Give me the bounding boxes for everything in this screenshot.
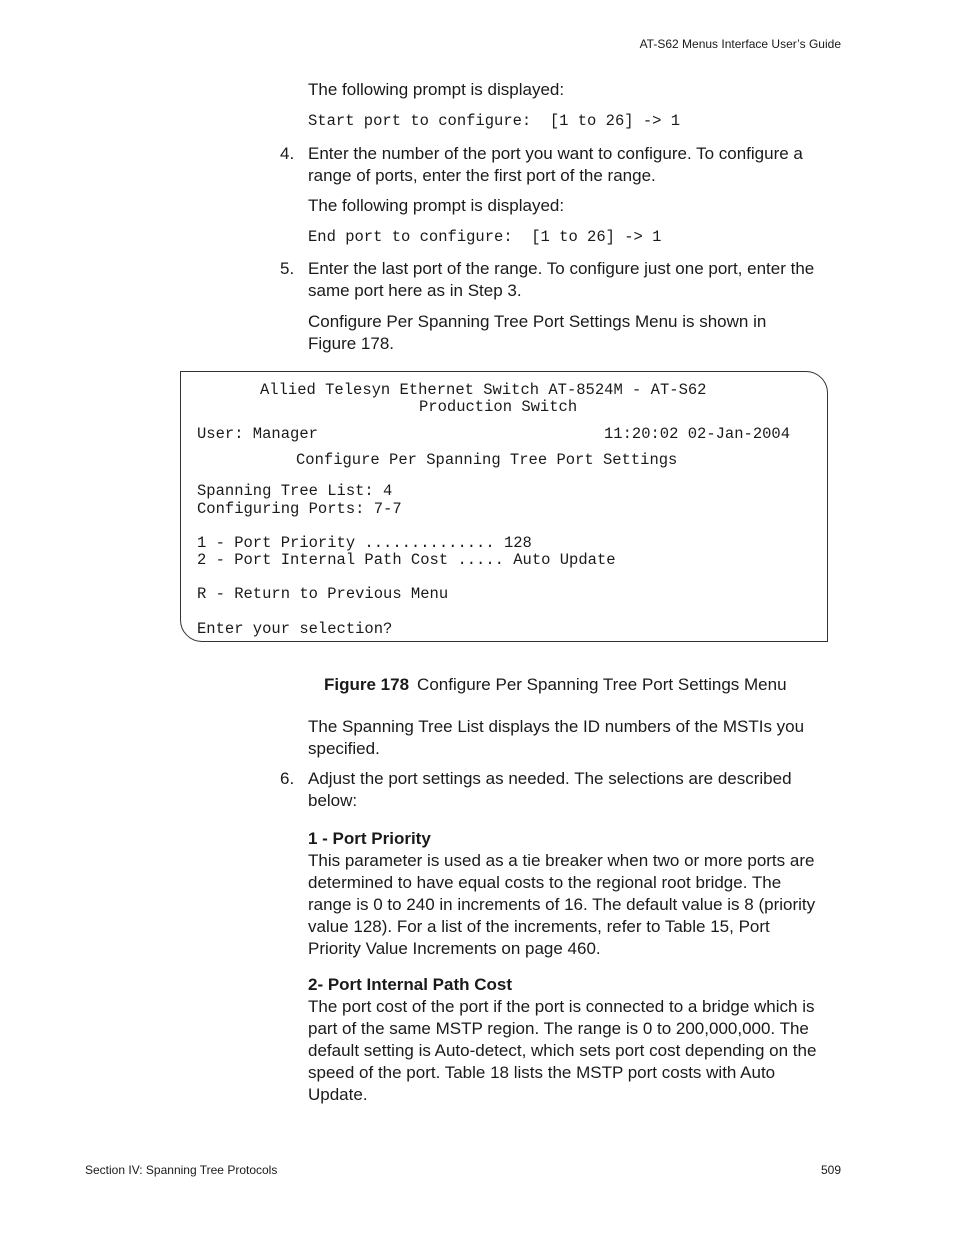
internal-path-cost-text: The port cost of the port if the port is connected to a bridge which is part of the same MSTP region. The range is 0 to 200,000,000. The default setting is Auto-detect, which sets port cost depending on the speed of the port. Table 18 lists the MSTP port costs with Auto Update. xyxy=(308,997,817,1104)
step-5-text: Enter the last port of the range. To configure just one port, enter the same port here as in Step 3. xyxy=(308,259,815,300)
prompt-intro-2: The following prompt is displayed: xyxy=(308,196,565,215)
screen-option-internal-path-cost: 2 - Port Internal Path Cost ..... Auto Update xyxy=(197,551,616,569)
screen-user: User: Manager xyxy=(197,425,318,443)
screen-title-line2: Production Switch xyxy=(419,398,578,416)
screen-datetime: 11:20:02 02-Jan-2004 xyxy=(604,425,791,443)
figure-label: Figure 178 xyxy=(324,675,410,694)
screen-option-return: R - Return to Previous Menu xyxy=(197,585,449,603)
step-5-number: 5. xyxy=(280,259,295,278)
figure-caption xyxy=(324,675,787,695)
step-6-text: Adjust the port settings as needed. The selections are described below: xyxy=(308,769,792,810)
footer-page-number: 509 xyxy=(820,1163,841,1177)
step-6-number: 6. xyxy=(280,769,295,788)
prompt-end-port: End port to configure: [1 to 26] -> 1 xyxy=(308,228,662,246)
screen-title-line1: Allied Telesyn Ethernet Switch AT-8524M - AT-S62 xyxy=(260,381,707,399)
screen-option-port-priority: 1 - Port Priority .............. 128 xyxy=(197,534,532,552)
running-header: AT-S62 Menus Interface User’s Guide xyxy=(639,37,841,51)
footer-section: Section IV: Spanning Tree Protocols xyxy=(85,1163,278,1177)
screen-menu-title: Configure Per Spanning Tree Port Settings xyxy=(296,451,678,469)
step-4-number: 4. xyxy=(280,144,295,163)
step-4-text: Enter the number of the port you want to configure. To configure a range of ports, enter the first port of the range. xyxy=(308,144,803,185)
menu-shown-text: Configure Per Spanning Tree Port Settings Menu is shown in Figure 178. xyxy=(308,312,767,353)
port-priority-text: This parameter is used as a tie breaker when two or more ports are determined to have equal costs to the regional root bridge. The range is 0 to 240 in increments of 16. The default value is 8 (priority value 128). For a list of the increments, refer to Table 15, Port Priority Value Increments on page 460. xyxy=(308,851,816,958)
st-list-description: The Spanning Tree List displays the ID numbers of the MSTIs you specified. xyxy=(308,717,805,758)
figure-title: Configure Per Spanning Tree Port Settings Menu xyxy=(417,675,787,694)
prompt-start-port: Start port to configure: [1 to 26] -> 1 xyxy=(308,112,681,130)
screen-prompt: Enter your selection? xyxy=(197,620,393,638)
terminal-screen-figure xyxy=(180,371,828,642)
prompt-intro-1: The following prompt is displayed: xyxy=(308,80,565,99)
screen-configuring-ports: Configuring Ports: 7-7 xyxy=(197,500,402,518)
screen-st-list: Spanning Tree List: 4 xyxy=(197,482,393,500)
port-priority-heading: 1 - Port Priority xyxy=(308,829,431,848)
internal-path-cost-heading: 2- Port Internal Path Cost xyxy=(308,975,513,994)
